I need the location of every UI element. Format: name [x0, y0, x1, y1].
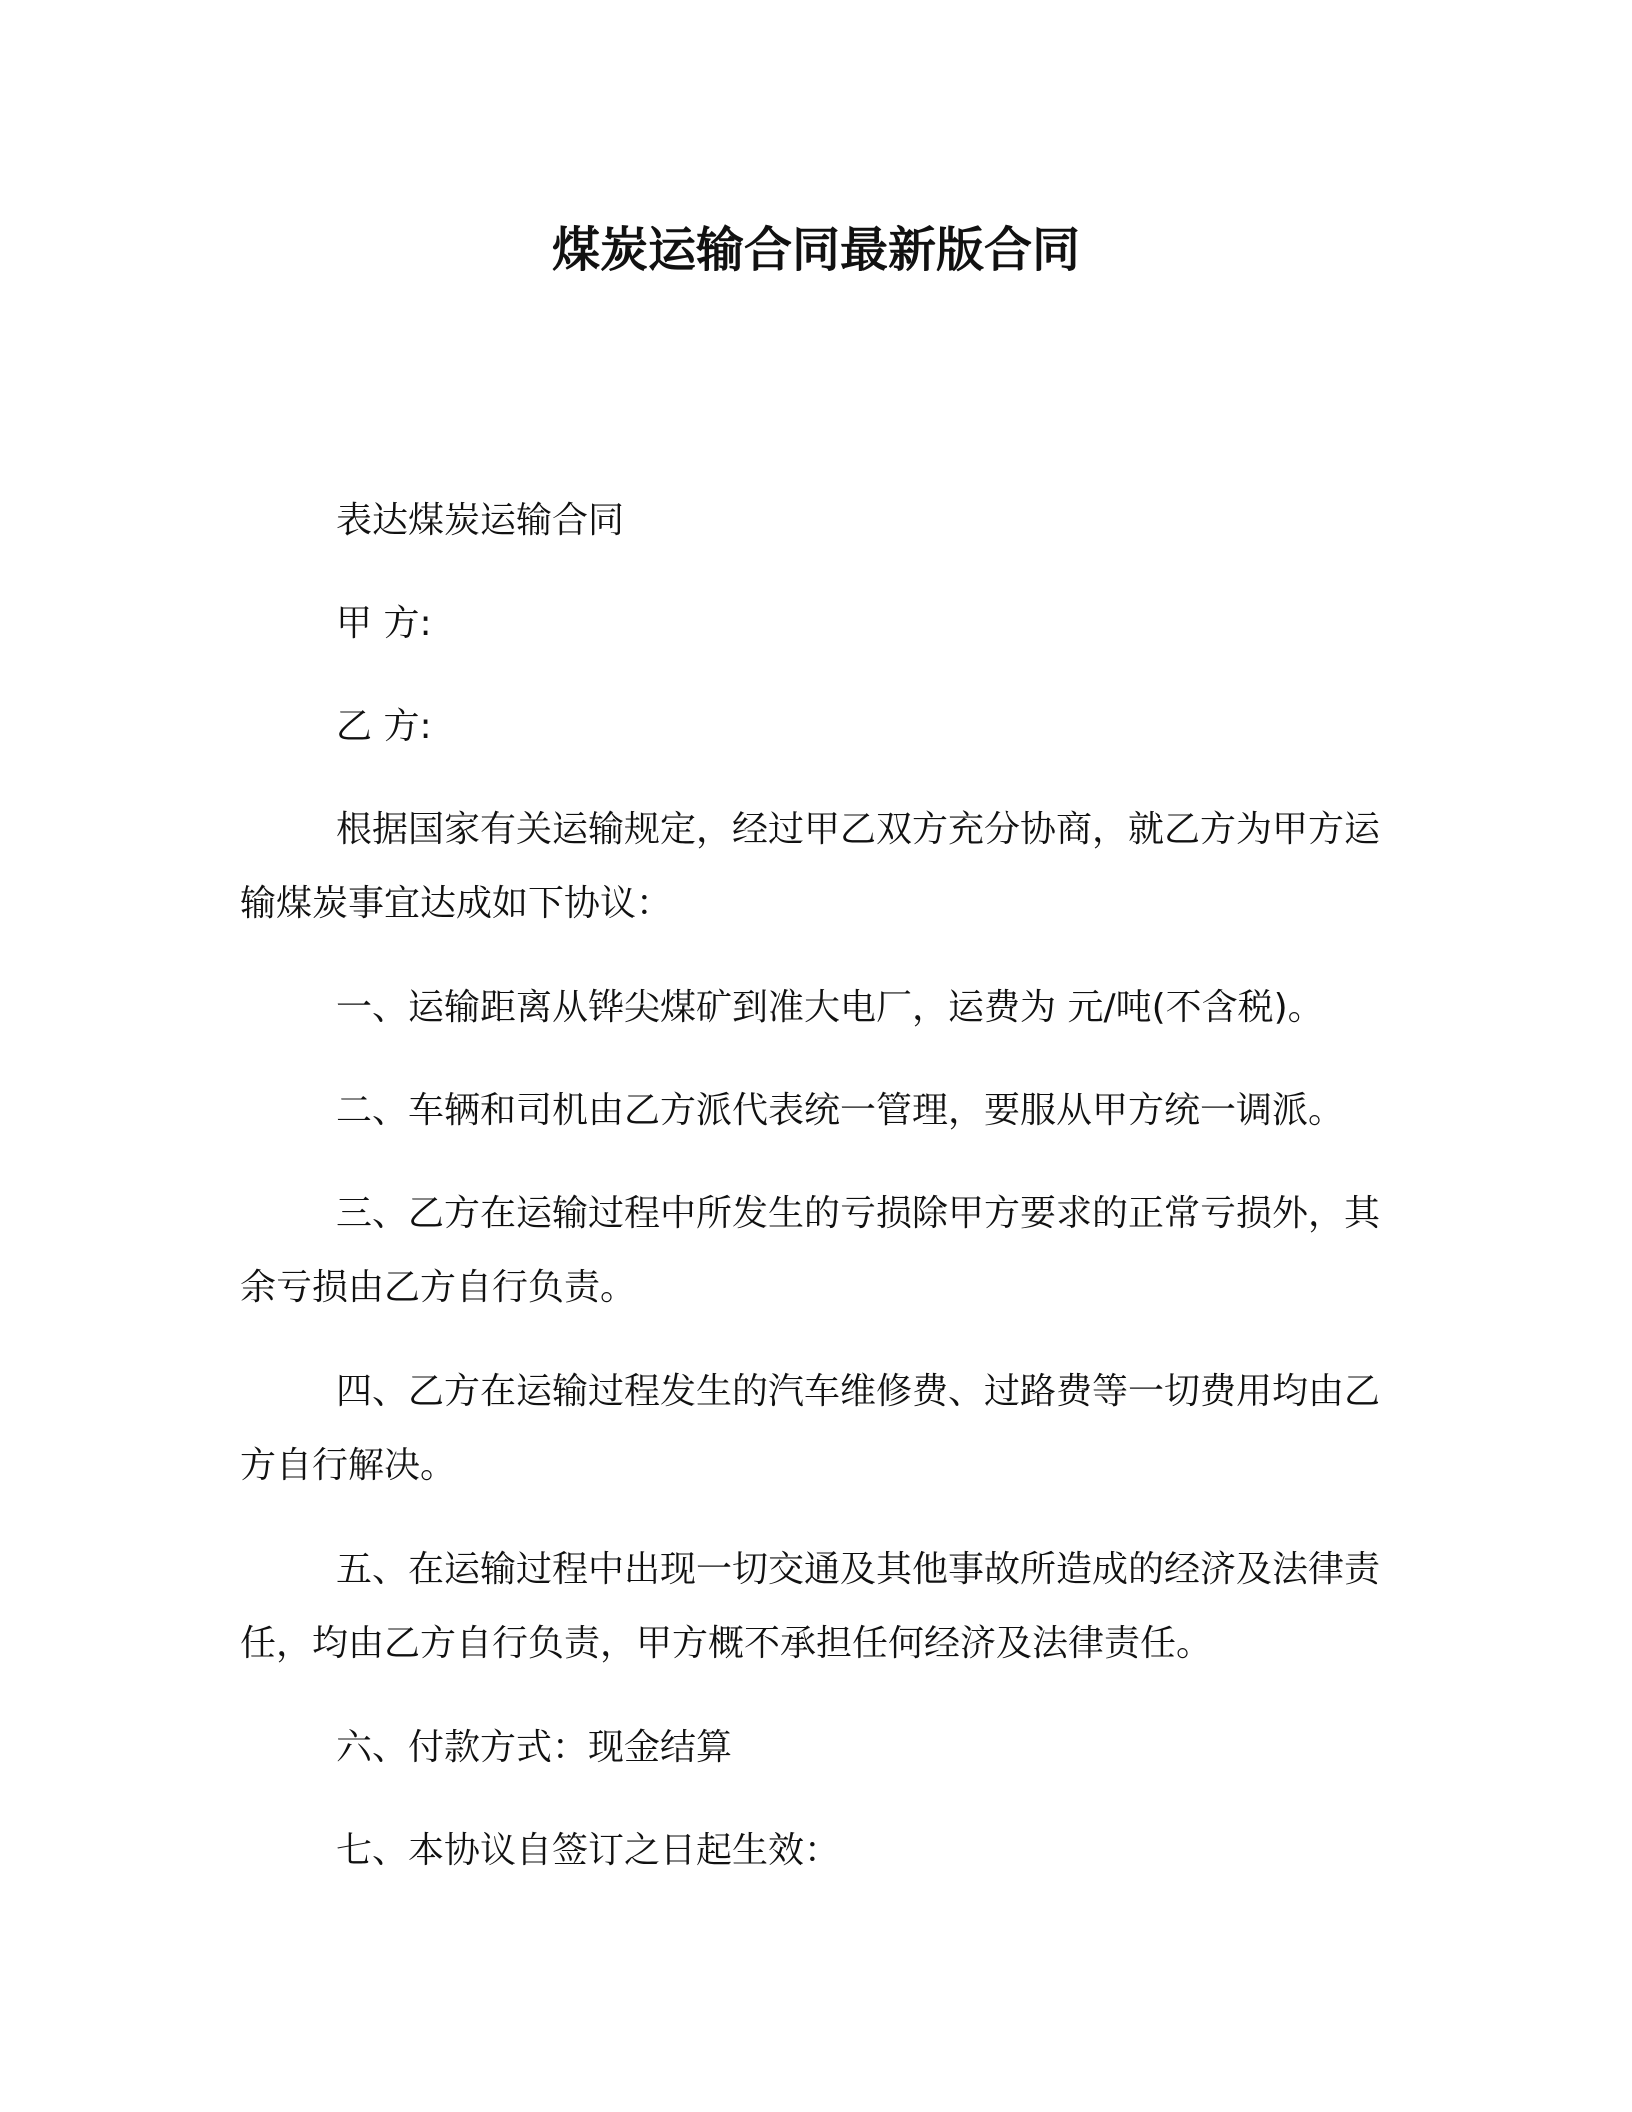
clause-4: 四、乙方在运输过程发生的汽车维修费、过路费等一切费用均由乙方自行解决。: [240, 1371, 1381, 1486]
clause-5: 五、在运输过程中出现一切交通及其他事故所造成的经济及法律责任，均由乙方自行负责，甲方概不承担任何经济及法律责任。: [240, 1549, 1381, 1664]
paragraph-preamble: 根据国家有关运输规定，经过甲乙双方充分协商，就乙方为甲方运输煤炭事宜达成如下协议：: [240, 809, 1381, 924]
clause-6: 六、付款方式：现金结算: [336, 1727, 733, 1768]
clause-3: 三、乙方在运输过程中所发生的亏损除甲方要求的正常亏损外，其余亏损由乙方自行负责。: [240, 1193, 1381, 1308]
document-title: 煤炭运输合同最新版合同: [551, 222, 1080, 278]
paragraph-party-a: 甲 方:: [336, 603, 432, 644]
paragraph-subtitle: 表达煤炭运输合同: [336, 500, 625, 541]
paragraph-party-b: 乙 方:: [336, 706, 432, 747]
clause-1: 一、运输距离从铧尖煤矿到准大电厂，运费为 元/吨(不含税)。: [336, 987, 1324, 1028]
clause-7: 七、本协议自签订之日起生效：: [336, 1830, 841, 1871]
clause-2: 二、车辆和司机由乙方派代表统一管理，要服从甲方统一调派。: [336, 1090, 1345, 1131]
